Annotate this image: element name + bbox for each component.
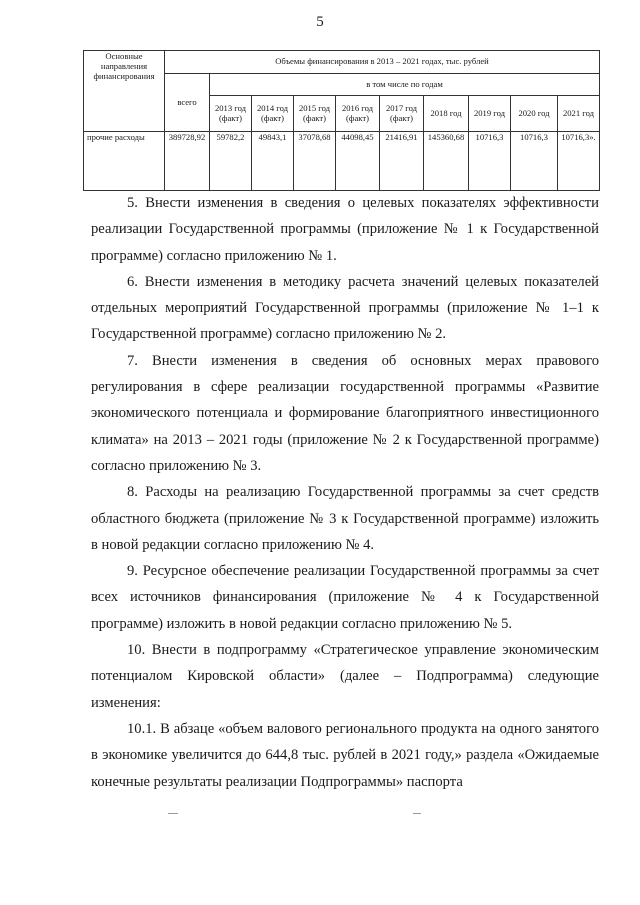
paragraph-5: 5. Внести изменения в сведения о целевых показателях эффективности реализации Государственной программы (приложение № 1 к Государственной программе) согласно приложению № 1. bbox=[91, 195, 599, 264]
paragraph-8: 8. Расходы на реализацию Государственной программы за счет средств областного бюджета (приложение № 3 к Государственной программе) изложить в новой редакции согласно приложению № 4. bbox=[91, 484, 599, 553]
header-year: 2015 год (факт) bbox=[294, 96, 336, 132]
paragraph-10-1: 10.1. В абзаце «объем валового регионального продукта на одного занятого в экономике увеличится до 644,8 тыс. рублей в 2021 году,» раздела «Ожидаемые конечные результаты реализации Подпрограммы» паспорта bbox=[91, 720, 599, 790]
row-total: 389728,92 bbox=[165, 132, 210, 191]
paragraph-9: 9. Ресурсное обеспечение реализации Государственной программы за счет всех источников финансирования (приложение № 4 к Государственной программе) изложить в новой редакции согласно приложению № 5. bbox=[91, 563, 599, 632]
header-year: 2018 год bbox=[424, 96, 469, 132]
header-by-years: в том числе по годам bbox=[210, 74, 600, 96]
header-year: 2016 год (факт) bbox=[336, 96, 380, 132]
paragraph-7: 7. Внести изменения в сведения об основных мерах правового регулирования в сфере реализации государственной программы «Развитие экономического потенциала и формирование благоприятного инвестиционного климата» на 2013 – 2021 годы (приложение № 2 к Государственной программе) согласно приложению № 3. bbox=[91, 352, 599, 474]
header-volumes: Объемы финансирования в 2013 – 2021 годах, тыс. рублей bbox=[165, 51, 600, 74]
document-body bbox=[91, 190, 599, 795]
header-year: 2019 год bbox=[469, 96, 511, 132]
paragraph-10: 10. Внести в подпрограмму «Стратегическое управление экономическим потенциалом Кировской области» (далее – Подпрограмма) следующие изменения: bbox=[91, 642, 599, 711]
row-value: 37078,68 bbox=[294, 132, 336, 191]
header-year: 2014 год (факт) bbox=[252, 96, 294, 132]
paragraph-6: 6. Внести изменения в методику расчета значений целевых показателей отдельных мероприятий Государственной программы (приложение № 1–1 к Государственной программе) согласно приложению № 2. bbox=[91, 273, 599, 343]
scan-mark bbox=[168, 813, 178, 814]
scan-mark bbox=[413, 813, 421, 814]
row-value: 145360,68 bbox=[424, 132, 469, 191]
row-value: 59782,2 bbox=[210, 132, 252, 191]
page-number: 5 bbox=[316, 14, 324, 30]
table-row bbox=[84, 132, 600, 191]
row-value: 10716,3 bbox=[511, 132, 558, 191]
row-value: 10716,3 bbox=[469, 132, 511, 191]
header-direction: Основные направления финансирования bbox=[84, 51, 165, 132]
row-name: прочие расходы bbox=[84, 132, 165, 191]
row-value: 21416,91 bbox=[380, 132, 424, 191]
header-total: всего bbox=[165, 74, 210, 132]
header-year: 2020 год bbox=[511, 96, 558, 132]
header-year: 2021 год bbox=[558, 96, 600, 132]
row-value: 49843,1 bbox=[252, 132, 294, 191]
row-value: 44098,45 bbox=[336, 132, 380, 191]
header-year: 2017 год (факт) bbox=[380, 96, 424, 132]
financing-table bbox=[83, 50, 600, 191]
row-value: 10716,3». bbox=[558, 132, 600, 191]
header-year: 2013 год (факт) bbox=[210, 96, 252, 132]
